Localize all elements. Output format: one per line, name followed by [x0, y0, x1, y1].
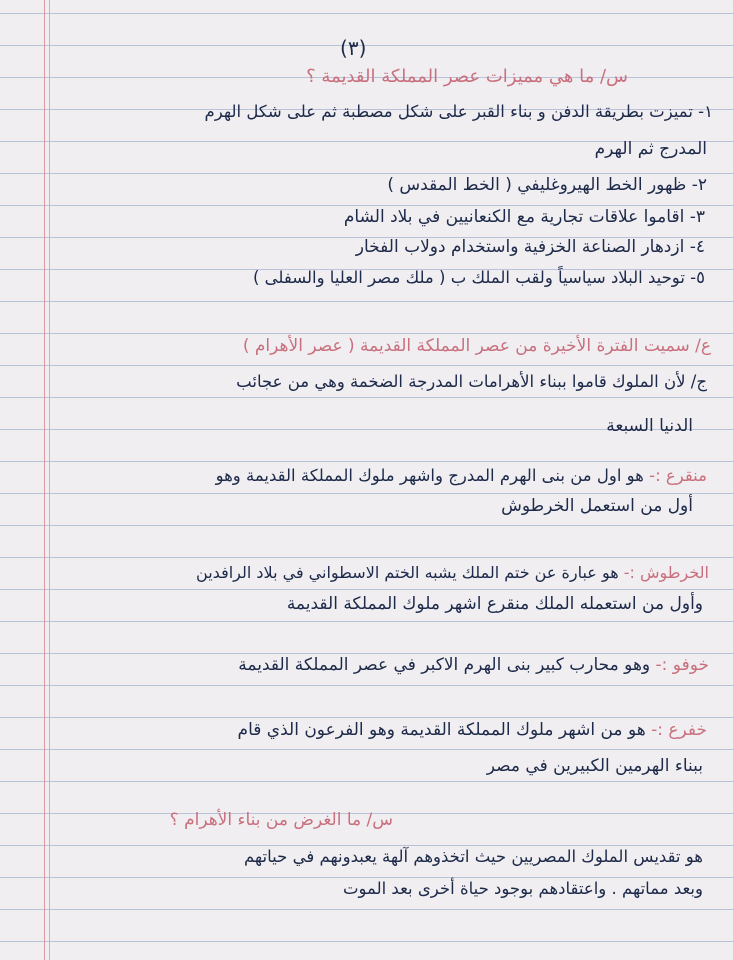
answer-line: وأول من استعمله الملك منقرع اشهر ملوك المملكة القديمة: [286, 594, 703, 614]
answer-line: ببناء الهرمين الكبيرين في مصر: [486, 756, 703, 776]
definition-khufu: خوفو :- وهو محارب كبير بنى الهرم الاكبر في عصر المملكة القديمة: [238, 655, 709, 675]
question-1: س/ ما هي مميزات عصر المملكة القديمة ؟: [306, 66, 628, 87]
answer-line: ١- تميزت بطريقة الدفن و بناء القبر على شكل مصطبة ثم على شكل الهرم: [204, 102, 713, 121]
answer-line: هو تقديس الملوك المصريين حيث اتخذوهم آلهة يعبدونهم في حياتهم: [243, 847, 703, 866]
answer-line: ٢- ظهور الخط الهيروغليفي ( الخط المقدس ): [387, 175, 707, 195]
term-label: خوفو :-: [655, 655, 709, 675]
margin-line: [44, 0, 45, 960]
definition-khafre: خفرع :- هو من اشهر ملوك المملكة القديمة وهو الفرعون الذي قام: [237, 720, 707, 740]
margin-line-inner: [49, 0, 50, 960]
answer-line: ج/ لأن الملوك قاموا ببناء الأهرامات المدرجة الضخمة وهي من عجائب: [236, 372, 707, 391]
answer-line: ٤- ازدهار الصناعة الخزفية واستخدام دولاب الفخار: [355, 237, 705, 257]
answer-line: الدنيا السبعة: [606, 416, 693, 436]
question-3: س/ ما الغرض من بناء الأهرام ؟: [169, 810, 393, 830]
term-label: خفرع :-: [651, 720, 707, 740]
page-number: (٣): [340, 36, 367, 60]
question-2: ع/ سميت الفترة الأخيرة من عصر المملكة القديمة ( عصر الأهرام ): [242, 336, 711, 356]
term-label: الخرطوش :-: [623, 563, 709, 582]
answer-line: المدرج ثم الهرم: [594, 139, 707, 159]
answer-line: وبعد مماتهم . واعتقادهم بوجود حياة أخرى بعد الموت: [342, 879, 703, 898]
answer-line: ٥- توحيد البلاد سياسياً ولقب الملك ب ( ملك مصر العليا والسفلى ): [253, 268, 705, 287]
answer-line: أول من استعمل الخرطوش: [501, 496, 693, 516]
term-label: منقرع :-: [649, 466, 707, 485]
definition-cartouche: الخرطوش :- هو عبارة عن ختم الملك يشبه الختم الاسطواني في بلاد الرافدين: [196, 563, 709, 582]
answer-line: ٣- اقاموا علاقات تجارية مع الكنعانيين في بلاد الشام: [343, 207, 705, 227]
definition-menkaure: منقرع :- هو اول من بنى الهرم المدرج واشهر ملوك المملكة القديمة وهو: [215, 466, 707, 485]
